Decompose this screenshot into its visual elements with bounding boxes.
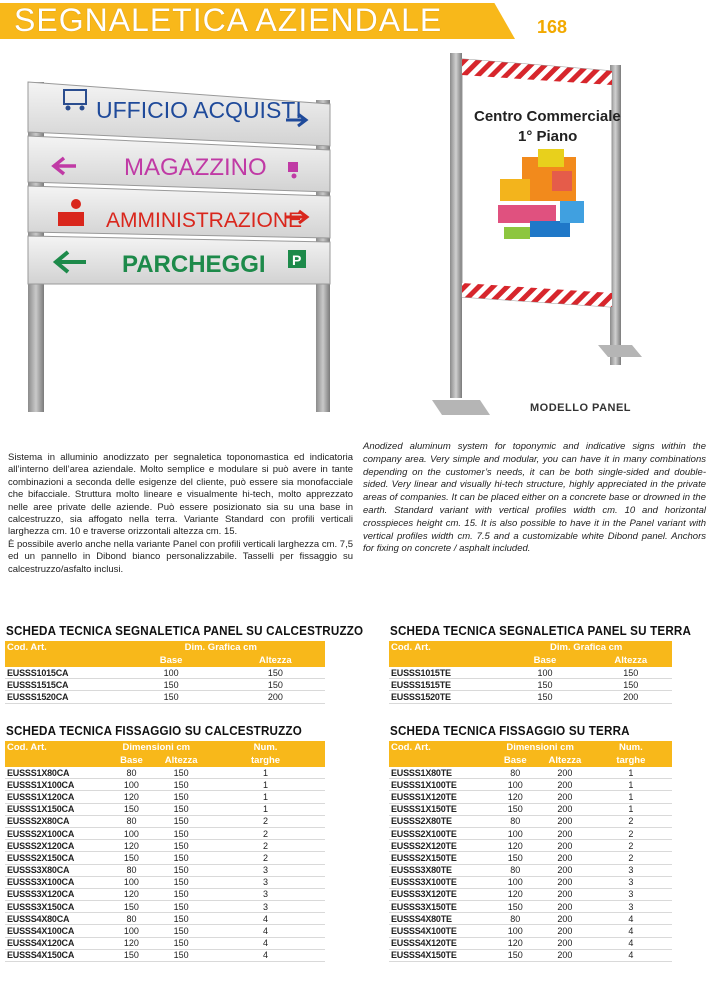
cell-num-targhe: 3	[206, 888, 325, 900]
cell-code: EUSSS3X100CA	[5, 876, 107, 888]
cell-num-targhe: 4	[590, 937, 672, 949]
cell-base: 150	[490, 949, 540, 961]
cell-code: EUSSS4X100CA	[5, 925, 107, 937]
column-header-base: Base	[107, 754, 157, 767]
cell-num-targhe: 3	[590, 864, 672, 876]
cell-altezza: 200	[540, 876, 590, 888]
table-row	[5, 679, 325, 691]
cell-altezza: 150	[226, 667, 325, 679]
cell-base: 120	[107, 791, 157, 803]
cell-code: EUSSS3X100TE	[389, 876, 490, 888]
table-row	[389, 691, 672, 703]
cell-altezza: 150	[156, 949, 206, 961]
cell-altezza: 150	[590, 667, 672, 679]
table-header-row	[389, 741, 672, 754]
cell-num-targhe: 1	[590, 779, 672, 791]
table-subheader-row	[389, 754, 672, 767]
cell-altezza: 200	[540, 791, 590, 803]
cell-altezza: 200	[540, 815, 590, 827]
parking-letter: P	[292, 252, 302, 268]
cell-altezza: 200	[540, 864, 590, 876]
table-row	[389, 767, 672, 779]
cell-code: EUSSS1515TE	[389, 679, 500, 691]
fix-terra-table	[389, 741, 672, 962]
cell-code: EUSSS1X80CA	[5, 767, 107, 779]
cell-altezza: 150	[156, 925, 206, 937]
table-row	[5, 901, 325, 913]
cell-base: 80	[490, 864, 540, 876]
cell-num-targhe: 1	[590, 791, 672, 803]
cell-base: 120	[490, 937, 540, 949]
cell-num-targhe: 1	[206, 803, 325, 815]
cell-code: EUSSS4X150TE	[389, 949, 490, 961]
cell-altezza: 150	[156, 803, 206, 815]
cell-num-targhe: 4	[206, 913, 325, 925]
table-row	[5, 937, 325, 949]
cell-num-targhe: 1	[206, 767, 325, 779]
cell-code: EUSSS4X80TE	[389, 913, 490, 925]
cell-altezza: 150	[156, 864, 206, 876]
panel-terra-table	[389, 641, 672, 704]
cell-altezza: 200	[540, 925, 590, 937]
cell-code: EUSSS4X120CA	[5, 937, 107, 949]
cell-code: EUSSS1015CA	[5, 667, 117, 679]
cell-num-targhe: 4	[206, 925, 325, 937]
cell-base: 150	[500, 691, 589, 703]
column-header-base: Base	[490, 754, 540, 767]
cell-altezza: 150	[156, 779, 206, 791]
cell-base: 100	[490, 925, 540, 937]
cell-base: 120	[490, 888, 540, 900]
column-header-empty	[389, 754, 490, 767]
table-row	[389, 888, 672, 900]
panel-sign-image	[420, 45, 660, 415]
cell-base: 100	[107, 827, 157, 839]
cell-code: EUSSS1515CA	[5, 679, 117, 691]
column-header-empty	[5, 754, 107, 767]
cell-altezza: 200	[540, 803, 590, 815]
cell-code: EUSSS2X80TE	[389, 815, 490, 827]
table-row	[389, 925, 672, 937]
cell-code: EUSSS4X80CA	[5, 913, 107, 925]
cell-num-targhe: 4	[206, 949, 325, 961]
table-row	[5, 949, 325, 961]
section-title-panel-calc: SCHEDA TECNICA SEGNALETICA PANEL SU CALCESTRUZZO	[6, 624, 364, 638]
column-header-code: Cod. Art.	[389, 741, 490, 754]
table-subheader-row	[389, 654, 672, 667]
table-row	[5, 827, 325, 839]
cell-code: EUSSS3X80TE	[389, 864, 490, 876]
cell-altezza: 150	[156, 767, 206, 779]
cell-base: 80	[107, 864, 157, 876]
column-header-base: Base	[117, 654, 226, 667]
cell-base: 150	[500, 679, 589, 691]
column-header-targhe: targhe	[590, 754, 672, 767]
cell-altezza: 200	[540, 827, 590, 839]
cell-num-targhe: 2	[590, 852, 672, 864]
cell-altezza: 150	[156, 913, 206, 925]
cell-altezza: 200	[540, 913, 590, 925]
panel-calc-table	[5, 641, 325, 704]
cell-altezza: 150	[156, 876, 206, 888]
table-row	[5, 779, 325, 791]
column-header-group: Dim. Grafica cm	[117, 641, 325, 654]
cell-base: 120	[107, 840, 157, 852]
table-row	[389, 827, 672, 839]
page-header	[0, 0, 711, 44]
cell-code: EUSSS2X150TE	[389, 852, 490, 864]
cell-code: EUSSS1X100CA	[5, 779, 107, 791]
cell-base: 120	[490, 791, 540, 803]
standard-sign-image	[18, 62, 348, 422]
cell-altezza: 200	[540, 901, 590, 913]
table-row	[389, 913, 672, 925]
cell-num-targhe: 4	[590, 925, 672, 937]
column-header-code: Cod. Art.	[5, 741, 107, 754]
table-row	[389, 815, 672, 827]
cell-code: EUSSS3X80CA	[5, 864, 107, 876]
column-header-empty	[389, 654, 500, 667]
cell-num-targhe: 1	[590, 803, 672, 815]
page-title: SEGNALETICA AZIENDALE	[14, 2, 443, 38]
cell-code: EUSSS2X80CA	[5, 815, 107, 827]
cell-code: EUSSS3X120CA	[5, 888, 107, 900]
section-title-fix-terra: SCHEDA TECNICA FISSAGGIO SU TERRA	[390, 724, 630, 738]
table-subheader-row	[5, 754, 325, 767]
cell-base: 100	[107, 876, 157, 888]
table-row	[389, 901, 672, 913]
table-row	[5, 913, 325, 925]
table-row	[389, 840, 672, 852]
page-number: 168	[537, 17, 568, 37]
table-row	[5, 691, 325, 703]
cell-altezza: 150	[156, 840, 206, 852]
cell-altezza: 200	[540, 888, 590, 900]
cell-num-targhe: 2	[590, 827, 672, 839]
cell-code: EUSSS1X150CA	[5, 803, 107, 815]
section-title-panel-terra: SCHEDA TECNICA SEGNALETICA PANEL SU TERRA	[390, 624, 692, 638]
table-row	[389, 803, 672, 815]
column-header-num: Num.	[206, 741, 325, 754]
table-row	[389, 679, 672, 691]
table-row	[5, 667, 325, 679]
cell-code: EUSSS2X150CA	[5, 852, 107, 864]
table-row	[5, 767, 325, 779]
cell-num-targhe: 1	[206, 779, 325, 791]
table-row	[5, 803, 325, 815]
cell-base: 120	[107, 888, 157, 900]
column-header-group: Dimensioni cm	[107, 741, 206, 754]
cell-base: 150	[107, 852, 157, 864]
cell-num-targhe: 1	[590, 767, 672, 779]
cell-num-targhe: 2	[206, 840, 325, 852]
column-header-group: Dimensioni cm	[490, 741, 589, 754]
cell-altezza: 150	[156, 852, 206, 864]
cell-num-targhe: 2	[206, 815, 325, 827]
cell-base: 150	[107, 803, 157, 815]
cell-base: 150	[490, 803, 540, 815]
cell-base: 100	[500, 667, 589, 679]
column-header-code: Cod. Art.	[5, 641, 117, 654]
cell-altezza: 200	[226, 691, 325, 703]
cell-altezza: 200	[540, 840, 590, 852]
cell-base: 100	[490, 827, 540, 839]
cell-code: EUSSS1015TE	[389, 667, 500, 679]
column-header-base: Base	[500, 654, 589, 667]
cell-altezza: 200	[540, 937, 590, 949]
column-header-empty	[5, 654, 117, 667]
cell-num-targhe: 3	[590, 888, 672, 900]
sign-label-amministrazione: AMMINISTRAZIONE	[106, 209, 303, 232]
table-row	[5, 815, 325, 827]
cell-base: 150	[107, 949, 157, 961]
cell-code: EUSSS2X120TE	[389, 840, 490, 852]
cell-code: EUSSS2X100TE	[389, 827, 490, 839]
table-row	[389, 852, 672, 864]
table-row	[5, 791, 325, 803]
cell-code: EUSSS1X120TE	[389, 791, 490, 803]
sign-label-parcheggi: PARCHEGGI	[122, 251, 266, 278]
table-row	[5, 876, 325, 888]
table-header-row	[5, 741, 325, 754]
table-row	[5, 888, 325, 900]
cell-code: EUSSS1520TE	[389, 691, 500, 703]
cell-altezza: 200	[590, 691, 672, 703]
panel-title-line2: 1° Piano	[518, 128, 578, 145]
cell-code: EUSSS1X80TE	[389, 767, 490, 779]
cell-code: EUSSS4X120TE	[389, 937, 490, 949]
table-row	[389, 949, 672, 961]
cell-altezza: 150	[156, 888, 206, 900]
cell-base: 150	[107, 901, 157, 913]
description-it-paragraph-2: È possibile averlo anche nella variante Panel con profili verticali larghezza cm. 7,5 ed un pannello in Dibond bianco personalizzabile. Tasselli per fissaggio su calcestruzzo/asfalto inclusi.	[8, 538, 353, 575]
cell-base: 100	[107, 779, 157, 791]
cell-code: EUSSS3X120TE	[389, 888, 490, 900]
description-it-paragraph-1: Sistema in alluminio anodizzato per segnaletica toponomastica ed indicatoria all’interno dell’area aziendale. Molto semplice e modulare si può avere in tante combinazioni a seconda delle esigenze del cliente, può essere sia monofacciale che bifacciale. Struttura molto lineare e visualmente hi-tech, molto apprezzato nelle aree private delle aziende. Può essere posizionato sia su una base in calcestruzzo, sia affogato nella terra. Variante Standard con profili verticali larghezza cm. 10 e traverse orizzontali altezza cm. 15.	[8, 452, 353, 538]
cell-base: 80	[490, 815, 540, 827]
cell-altezza: 150	[226, 679, 325, 691]
column-header-code: Cod. Art.	[389, 641, 500, 654]
cell-altezza: 200	[540, 767, 590, 779]
panel-title-line1: Centro Commerciale	[474, 108, 621, 125]
column-header-targhe: targhe	[206, 754, 325, 767]
cell-altezza: 200	[540, 949, 590, 961]
section-title-fix-calc: SCHEDA TECNICA FISSAGGIO SU CALCESTRUZZO	[6, 724, 302, 738]
table-row	[389, 876, 672, 888]
cell-num-targhe: 3	[590, 876, 672, 888]
cell-num-targhe: 2	[206, 852, 325, 864]
table-row	[5, 925, 325, 937]
cell-base: 80	[107, 815, 157, 827]
cell-base: 150	[490, 852, 540, 864]
cell-base: 150	[117, 679, 226, 691]
cell-num-targhe: 3	[206, 901, 325, 913]
cell-num-targhe: 3	[206, 864, 325, 876]
cell-altezza: 150	[156, 815, 206, 827]
table-row	[389, 791, 672, 803]
cell-code: EUSSS1X150TE	[389, 803, 490, 815]
table-row	[5, 864, 325, 876]
cell-num-targhe: 3	[206, 876, 325, 888]
table-row	[389, 937, 672, 949]
cell-altezza: 200	[540, 852, 590, 864]
cell-base: 100	[490, 876, 540, 888]
column-header-altezza: Altezza	[540, 754, 590, 767]
table-row	[5, 852, 325, 864]
column-header-altezza: Altezza	[156, 754, 206, 767]
cell-altezza: 150	[590, 679, 672, 691]
table-row	[389, 864, 672, 876]
cell-base: 100	[117, 667, 226, 679]
cell-altezza: 150	[156, 791, 206, 803]
cell-num-targhe: 4	[590, 913, 672, 925]
cell-altezza: 150	[156, 937, 206, 949]
cell-code: EUSSS3X150CA	[5, 901, 107, 913]
cell-base: 80	[490, 913, 540, 925]
cell-num-targhe: 4	[206, 937, 325, 949]
column-header-group: Dim. Grafica cm	[500, 641, 672, 654]
cell-code: EUSSS1X100TE	[389, 779, 490, 791]
description-italian	[8, 452, 353, 576]
cell-base: 150	[490, 901, 540, 913]
panel-caption: MODELLO PANEL	[530, 402, 632, 414]
cell-altezza: 200	[540, 779, 590, 791]
cell-code: EUSSS1X120CA	[5, 791, 107, 803]
cell-base: 150	[117, 691, 226, 703]
table-row	[5, 840, 325, 852]
cell-code: EUSSS1520CA	[5, 691, 117, 703]
cell-code: EUSSS4X150CA	[5, 949, 107, 961]
cell-base: 100	[490, 779, 540, 791]
table-header-row	[389, 641, 672, 654]
cell-code: EUSSS4X100TE	[389, 925, 490, 937]
cell-num-targhe: 2	[206, 827, 325, 839]
cell-num-targhe: 1	[206, 791, 325, 803]
cell-code: EUSSS2X120CA	[5, 840, 107, 852]
cell-code: EUSSS2X100CA	[5, 827, 107, 839]
description-english	[363, 441, 706, 556]
sign-label-magazzino: MAGAZZINO	[124, 154, 267, 181]
table-row	[389, 779, 672, 791]
cell-num-targhe: 2	[590, 815, 672, 827]
cell-base: 80	[107, 767, 157, 779]
cell-base: 80	[107, 913, 157, 925]
description-en-paragraph: Anodized aluminum system for toponymic and indicative signs within the company area. Very simple and modular, you can have it in many combinations depending on the customer’s needs, it can be both single-sided and double-sided. Very linear and visually hi-tech structure, highly appreciated in the private areas of companies. It can be placed either on a concrete base or drowned in the earth. Standard variant with vertical profiles width cm. 10 and horizontal crosspieces height cm. 15. It is also possible to have it in the Panel variant with vertical profiles width cm. 7.5 and a customizable white Dibond panel. Anchors for fixing on concrete / asphalt included.	[363, 441, 706, 555]
table-header-row	[5, 641, 325, 654]
cell-base: 120	[490, 840, 540, 852]
cell-num-targhe: 4	[590, 949, 672, 961]
table-row	[389, 667, 672, 679]
cell-base: 80	[490, 767, 540, 779]
fix-calc-table	[5, 741, 325, 962]
cell-base: 100	[107, 925, 157, 937]
table-subheader-row	[5, 654, 325, 667]
column-header-altezza: Altezza	[590, 654, 672, 667]
cell-base: 120	[107, 937, 157, 949]
cell-altezza: 150	[156, 827, 206, 839]
cell-num-targhe: 3	[590, 901, 672, 913]
sign-label-acquisti: UFFICIO ACQUISTI	[96, 97, 302, 123]
cell-code: EUSSS3X150TE	[389, 901, 490, 913]
cell-num-targhe: 2	[590, 840, 672, 852]
column-header-altezza: Altezza	[226, 654, 325, 667]
cell-altezza: 150	[156, 901, 206, 913]
column-header-num: Num.	[590, 741, 672, 754]
